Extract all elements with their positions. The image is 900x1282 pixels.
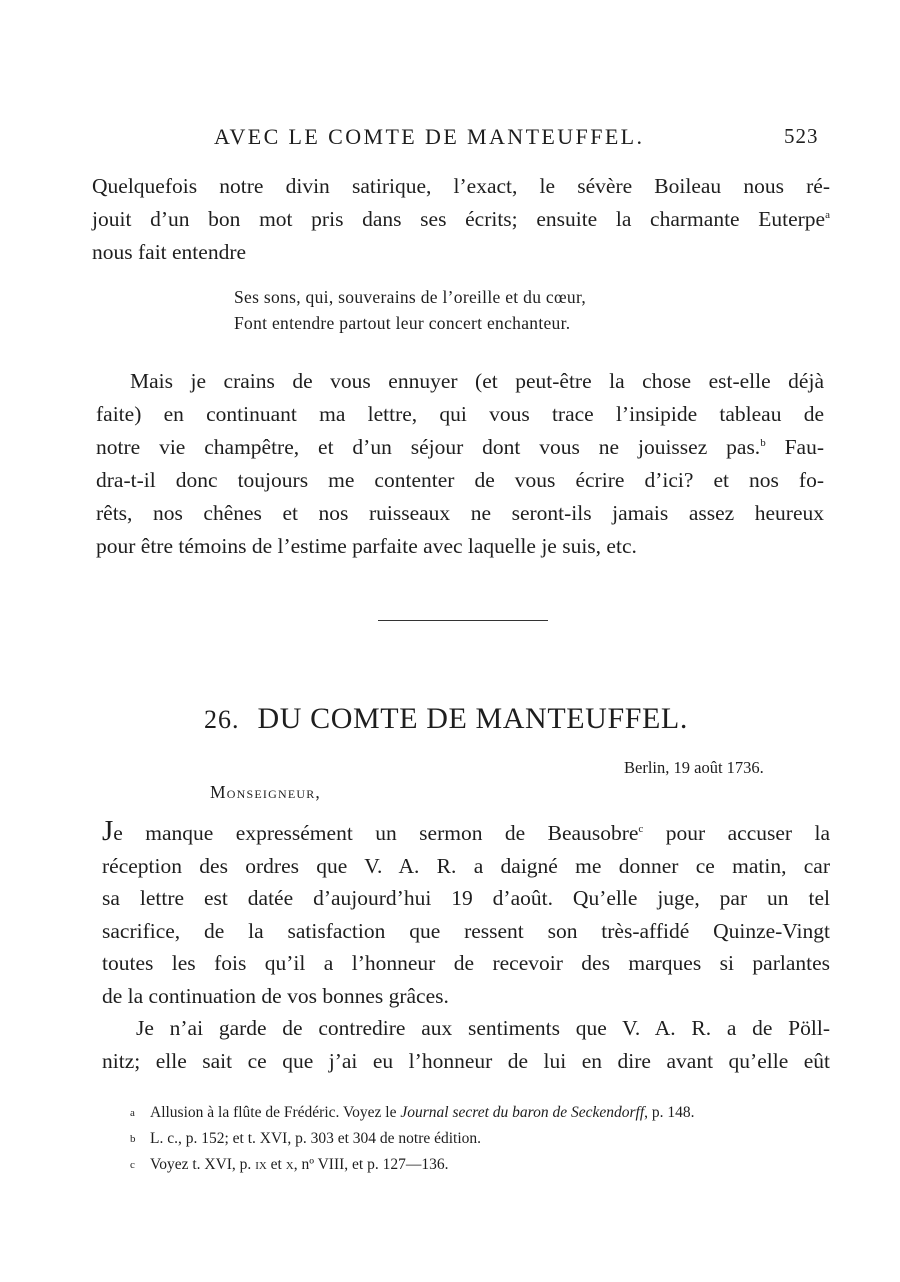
verse-line: Ses sons, qui, souverains de l’oreille et du cœur, <box>234 287 587 307</box>
footnote-text: Voyez t. XVI, p. <box>150 1156 256 1173</box>
paragraph-line: nous fait entendre <box>92 240 247 264</box>
footnote-text: L. c., p. 152; et t. XVI, p. 303 et 304 de notre édition. <box>150 1130 482 1147</box>
paragraph-line-tail: Fau- <box>784 435 825 459</box>
paragraph-line: Je n’ai garde de contredire aux sentiments que V. A. R. a de Pöll- <box>136 1016 830 1040</box>
footnote-mark: a <box>130 1107 135 1119</box>
paragraph-line: Quelquefois notre divin satirique, l’exact, le sévère Boileau nous ré- <box>92 174 830 198</box>
verse-line: Font entendre partout leur concert enchanteur. <box>234 313 571 333</box>
footnote-b <box>130 1126 695 1152</box>
paragraph-line: faite) en continuant ma lettre, qui vous trace l’insipide tableau de <box>96 402 824 426</box>
footnotes <box>130 1100 695 1178</box>
running-head-title: AVEC LE COMTE DE MANTEUFFEL. <box>214 124 645 149</box>
letter-heading <box>204 702 688 736</box>
paragraph-line: réception des ordres que V. A. R. a daigné me donner ce matin, car <box>102 853 830 878</box>
paragraph-line: toutes les fois qu’il a l’honneur de recevoir des marques si parlantes <box>102 951 830 975</box>
paragraph-line-text: notre vie champêtre, et d’un séjour dont vous ne jouissez pas. <box>96 435 761 459</box>
page-number: 523 <box>784 124 819 148</box>
paragraph-line-text: e manque expressément un sermon de Beausobre <box>113 821 639 845</box>
dateline: Berlin, 19 août 1736. <box>624 758 764 777</box>
footnote-ref-a: a <box>825 209 830 221</box>
section-divider <box>378 620 548 621</box>
footnote-text: Allusion à la flûte de Frédéric. Voyez le <box>150 1104 401 1121</box>
roman-numeral: x <box>285 1156 294 1173</box>
footnote-c <box>130 1152 695 1178</box>
footnote-mark: b <box>130 1133 136 1145</box>
footnote-text: , nº VIII, et p. 127—136. <box>293 1156 449 1173</box>
paragraph-line <box>92 203 830 236</box>
footnote-a <box>130 1100 695 1126</box>
roman-numeral: ix <box>255 1156 267 1173</box>
footnote-text: , p. 148. <box>644 1104 695 1121</box>
running-head <box>0 124 900 156</box>
paragraph-line: sa lettre est datée d’aujourd’hui 19 d’août. Qu’elle juge, par un tel <box>102 886 830 910</box>
footnote-text: et <box>266 1156 286 1173</box>
footnote-title: Journal secret du baron de Seckendorff <box>400 1104 645 1121</box>
paragraph-line <box>96 431 824 464</box>
footnote-ref-c: c <box>638 823 644 835</box>
paragraph-closing <box>96 365 824 563</box>
footnote-mark: c <box>130 1159 135 1171</box>
paragraph-line-tail: pour accuser la <box>665 821 831 845</box>
paragraph-line: sacrifice, de la satisfaction que ressent son très-affidé Quinze-Vingt <box>102 918 830 943</box>
paragraph-line: dra-t-il donc toujours me contenter de vous écrire d’ici? et nos fo- <box>96 468 824 492</box>
paragraph-line: Mais je crains de vous ennuyer (et peut-être la chose est-elle déjà <box>130 369 824 393</box>
paragraph-boileau <box>92 170 830 269</box>
letter-title: DU COMTE DE MANTEUFFEL. <box>257 702 688 735</box>
letter-number: 26. <box>204 705 240 734</box>
letter-body <box>102 815 830 1077</box>
paragraph-line: rêts, nos chênes et nos ruisseaux ne seront-ils jamais assez heureux <box>96 501 824 525</box>
salutation: Monseigneur, <box>210 782 321 802</box>
verse-quotation <box>234 284 586 336</box>
drop-cap: J <box>102 815 114 847</box>
paragraph-line: de la continuation de vos bonnes grâces. <box>102 983 449 1008</box>
paragraph-line: pour être témoins de l’estime parfaite avec laquelle je suis, etc. <box>96 534 637 558</box>
paragraph-line-text: jouit d’un bon mot pris dans ses écrits; ensuite la charmante Euterpe <box>92 207 826 231</box>
footnote-ref-b: b <box>760 437 766 449</box>
paragraph-line <box>102 815 830 850</box>
paragraph-line: nitz; elle sait ce que j’ai eu l’honneur de lui en dire avant qu’elle eût <box>102 1048 830 1073</box>
